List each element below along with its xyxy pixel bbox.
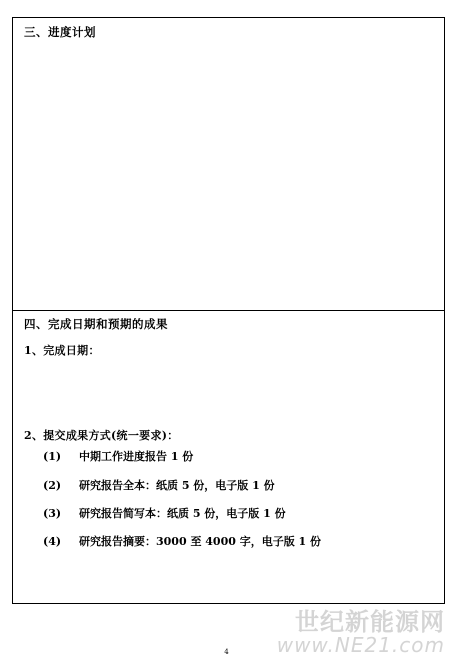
list-item-number: (2) bbox=[43, 479, 62, 492]
watermark-url: www.NE21.com bbox=[276, 633, 445, 658]
list-item-text: 中期工作进度报告 1 份 bbox=[79, 450, 194, 463]
list-item bbox=[43, 533, 321, 549]
list-item bbox=[43, 505, 286, 521]
section-title-outcomes: 四、完成日期和预期的成果 bbox=[24, 317, 168, 331]
list-item-number: (1) bbox=[43, 450, 62, 463]
list-item-text: 研究报告简写本：纸质 5 份，电子版 1 份 bbox=[79, 507, 286, 520]
list-item bbox=[43, 448, 193, 464]
completion-date-label: 1、完成日期： bbox=[24, 344, 100, 357]
table-row-divider bbox=[13, 310, 444, 311]
list-item-text: 研究报告全本：纸质 5 份，电子版 1 份 bbox=[79, 479, 275, 492]
section-title-schedule: 三、进度计划 bbox=[24, 25, 96, 39]
list-item-number: (3) bbox=[43, 507, 62, 520]
page-number: 4 bbox=[224, 648, 229, 656]
list-item-text: 研究报告摘要：3000 至 4000 字，电子版 1 份 bbox=[79, 535, 322, 548]
list-item-number: (4) bbox=[43, 535, 62, 548]
watermark-title: 世纪新能源网 bbox=[295, 608, 445, 636]
watermark-logo bbox=[277, 610, 445, 656]
submission-method-label: 2、提交成果方式(统一要求)： bbox=[24, 429, 179, 442]
list-item bbox=[43, 477, 275, 493]
